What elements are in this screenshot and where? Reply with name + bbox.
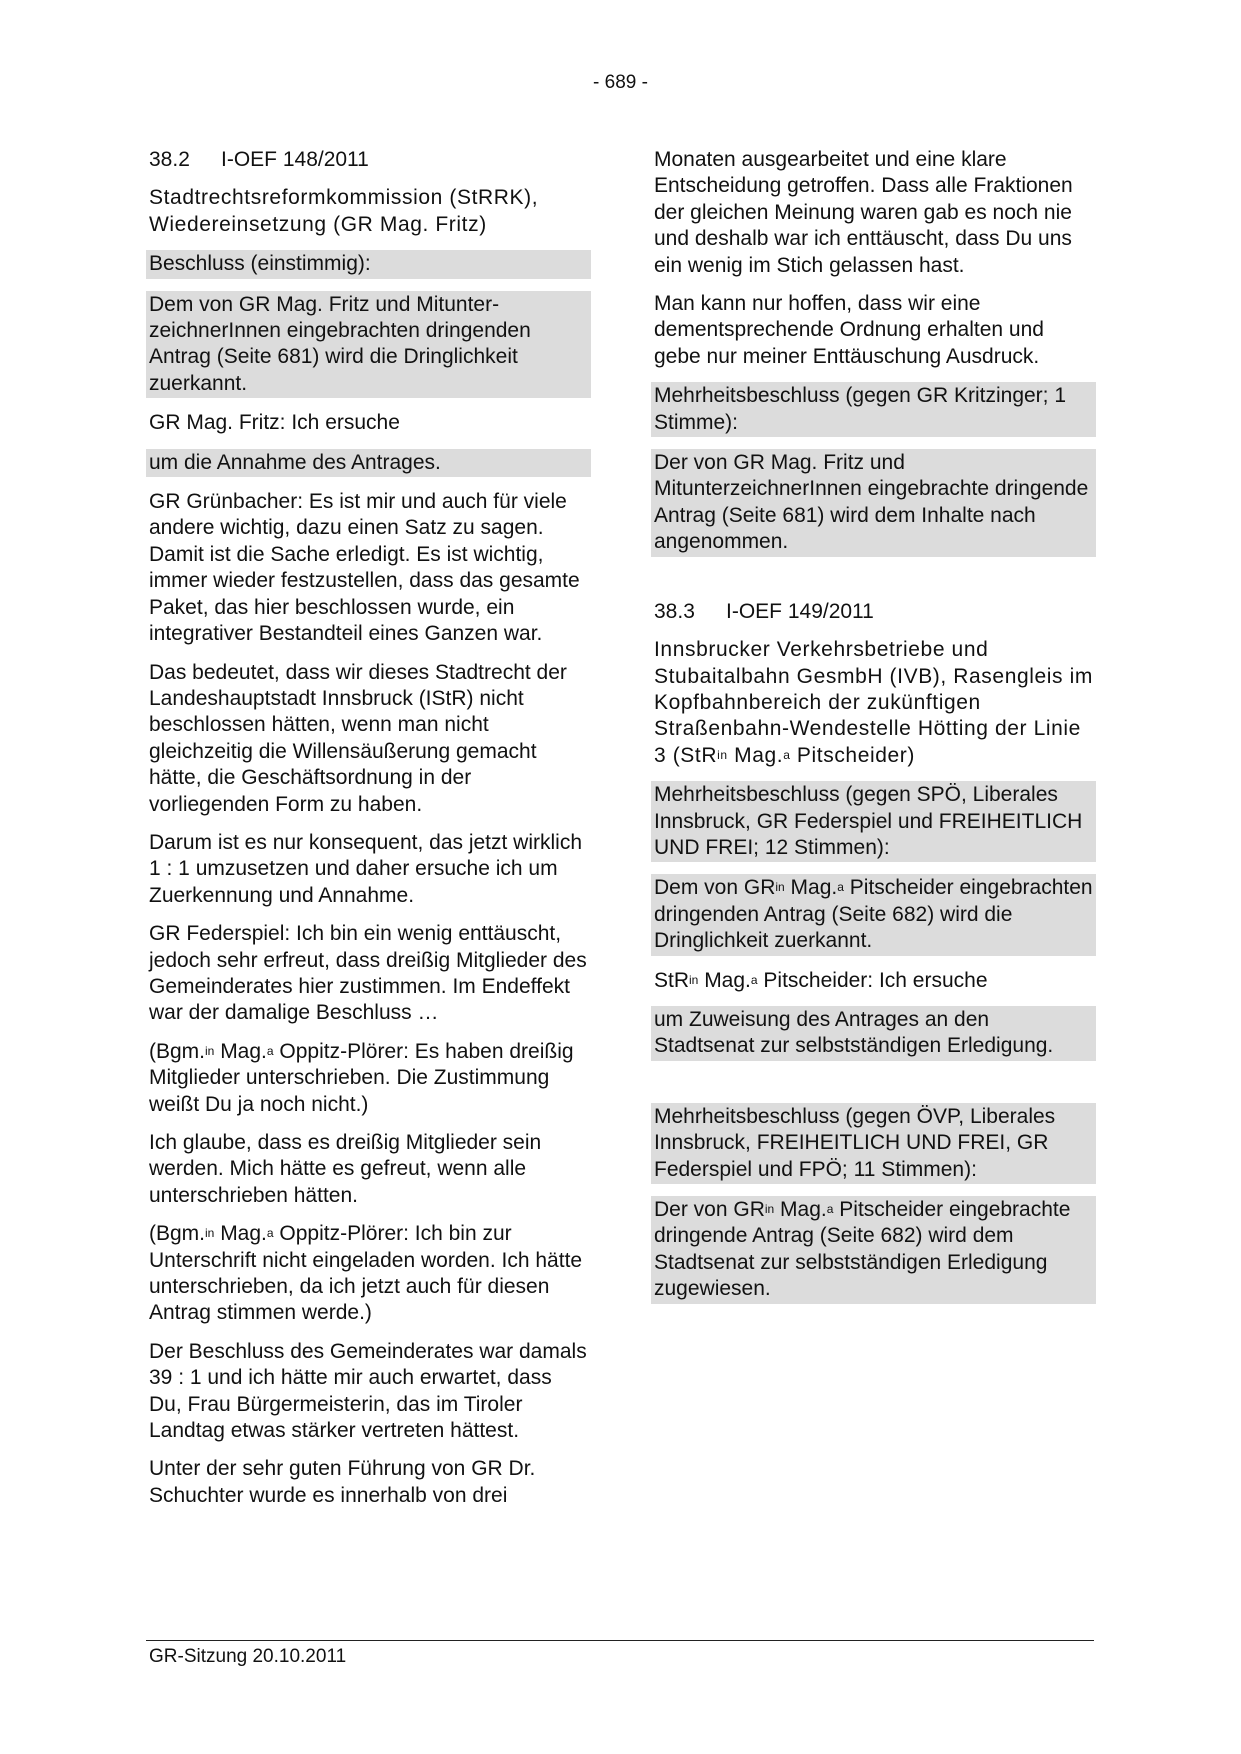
left-column <box>146 147 591 1521</box>
agenda-item-title: Stadtrechtsreformkommission (StRRK), Wiedereinsetzung (GR Mag. Fritz) <box>149 186 539 236</box>
paragraph-hoffen: Man kann nur hoffen, dass wir eine dementsprechende Ordnung erhalten und gebe nur meiner Enttäuschung Ausdruck. <box>654 292 1044 368</box>
decision-box-3 <box>651 1103 1096 1184</box>
paragraph-interjection-2: (Bgm.$^{in}$ Mag.$^a$ Oppitz-Plörer: Ich bin zur Unterschrift nicht eingeladen worden. Ich hätte unterschrieben, da ich jetzt auch für diesen Antrag stimmen werde.) <box>149 1222 583 1325</box>
request-box <box>651 1006 1096 1061</box>
decision-label: Mehrheitsbeschluss (gegen ÖVP, Liberales Innsbruck, FREIHEITLICH UND FREI, GR Federspiel und FPÖ; 11 Stimmen): <box>654 1104 1056 1181</box>
request-text: um die Annahme des Antrages. <box>149 450 441 474</box>
request-text: um Zuweisung des Antrages an den Stadtsenat zur selbstständigen Erledigung. <box>654 1007 1054 1058</box>
paragraph-federspiel: GR Federspiel: Ich bin ein wenig enttäuscht, jedoch sehr erfreut, dass dreißig Mitglieder des Gemeinderates hier zustimmen. Im Endeffekt war der damalige Beschluss … <box>149 922 587 1025</box>
footer-session-date: GR-Sitzung 20.10.2011 <box>149 1646 347 1667</box>
decision-text-box <box>146 291 591 399</box>
decision-text-box-2 <box>651 874 1096 955</box>
right-column <box>651 147 1096 1316</box>
decision-text: Der von $GR^{in}$ Mag.$^a$ Pitscheider eingebrachte dringende Antrag (Seite 682) wird dem Stadtsenat zur selbstständigen Erledigung zugewiesen. <box>654 1198 1071 1301</box>
agenda-item-code: I-OEF 148/2011 <box>221 148 369 171</box>
decision-box-2 <box>651 781 1096 862</box>
agenda-item-number: 38.2 <box>149 148 190 171</box>
page-number: - 689 - <box>593 72 648 93</box>
decision-label: Mehrheitsbeschluss (gegen SPÖ, Liberales Innsbruck, GR Federspiel und FREIHEITLICH UND FREI; 12 Stimmen): <box>654 783 1083 859</box>
decision-box <box>146 250 591 278</box>
speaker-request: GR Mag. Fritz: Ich ersuche <box>149 411 400 435</box>
decision-text-box-3 <box>651 1196 1096 1304</box>
paragraph-darum: Darum ist es nur konsequent, das jetzt wirklich 1 : 1 umzusetzen und daher ersuche ich um Zuerkennung und Annahme. <box>149 830 583 907</box>
decision-box-1 <box>651 382 1096 437</box>
spacer <box>651 569 1096 599</box>
paragraph-bedeutet: Das bedeutet, dass wir dieses Stadtrecht der Landeshauptstadt Innsbruck (IStR) nicht beschlossen hätten, wenn man nicht gleichzeitig die Willensäußerung gemacht hätte, die Geschäftsordnung in der vorliegenden Form zu haben. <box>149 660 567 816</box>
decision-text: Der von GR Mag. Fritz und MitunterzeichnerInnen eingebrachte dringende Antrag (Seite 681) wird dem Inhalte nach angenommen. <box>654 451 1089 554</box>
agenda-item-38-2 <box>146 147 591 173</box>
paragraph-interjection-1: (Bgm.$^{in}$ Mag.$^a$ Oppitz-Plörer: Es haben dreißig Mitglieder unterschrieben. Die Zustimmung weißt Du ja noch nicht.) <box>149 1039 574 1116</box>
agenda-item-code: I-OEF 149/2011 <box>726 599 874 623</box>
paragraph-glaube: Ich glaube, dass es dreißig Mitglieder sein werden. Mich hätte es gefreut, wenn alle unterschrieben hätten. <box>149 1131 542 1207</box>
decision-text-box-1 <box>651 449 1096 557</box>
paragraph-unter: Unter der sehr guten Führung von GR Dr. Schuchter wurde es innerhalb von drei <box>149 1457 536 1507</box>
agenda-item-number: 38.3 <box>654 599 695 623</box>
agenda-item-title: Innsbrucker Verkehrsbetriebe und Stubaitalbahn GesmbH (IVB), Rasengleis im Kopfbahnbereich der zukünftigen Straßenbahn-Wendestelle Hötting der Linie 3 (StR$^{in}$ Mag.$^a$ Pitscheider) <box>654 638 1093 767</box>
agenda-item-38-3 <box>651 599 1096 625</box>
paragraph-gruenbacher: GR Grünbacher: Es ist mir und auch für viele andere wichtig, dazu einen Satz zu sagen. Damit ist die Sache erledigt. Es ist wichtig, immer wieder festzustellen, dass das gesamte Paket, das hier beschlossen wurde, ein integrativer Bestandteil eines Ganzen war. <box>149 490 580 646</box>
decision-text: Dem von GR Mag. Fritz und Mitunter-zeichnerInnen eingebrachten dringenden Antrag (Seite 681) wird die Dringlichkeit zuerkannt. <box>149 292 531 395</box>
spacer <box>651 1073 1096 1103</box>
speaker-request: StR$^{in}$ Mag.$^a$ Pitscheider: Ich ersuche <box>654 968 988 992</box>
decision-text: Dem von $GR^{in}$ Mag.$^a$ Pitscheider eingebrachten dringenden Antrag (Seite 682) wird die Dringlichkeit zuerkannt. <box>654 876 1093 953</box>
request-box <box>146 449 591 477</box>
footer-divider <box>146 1640 1094 1641</box>
paragraph-beschluss: Der Beschluss des Gemeinderates war damals 39 : 1 und ich hätte mir auch erwartet, dass Du, Frau Bürgermeisterin, das im Tiroler Landtag etwas stärker vertreten hättest. <box>149 1339 587 1443</box>
decision-label: Mehrheitsbeschluss (gegen GR Kritzinger; 1 Stimme): <box>654 384 1067 434</box>
decision-label: Beschluss (einstimmig): <box>149 252 371 276</box>
paragraph-monaten: Monaten ausgearbeitet und eine klare Entscheidung getroffen. Dass alle Fraktionen der gleichen Meinung waren gab es noch nie und deshalb war ich enttäuscht, dass Du uns ein wenig im Stich gelassen hast. <box>654 148 1073 277</box>
